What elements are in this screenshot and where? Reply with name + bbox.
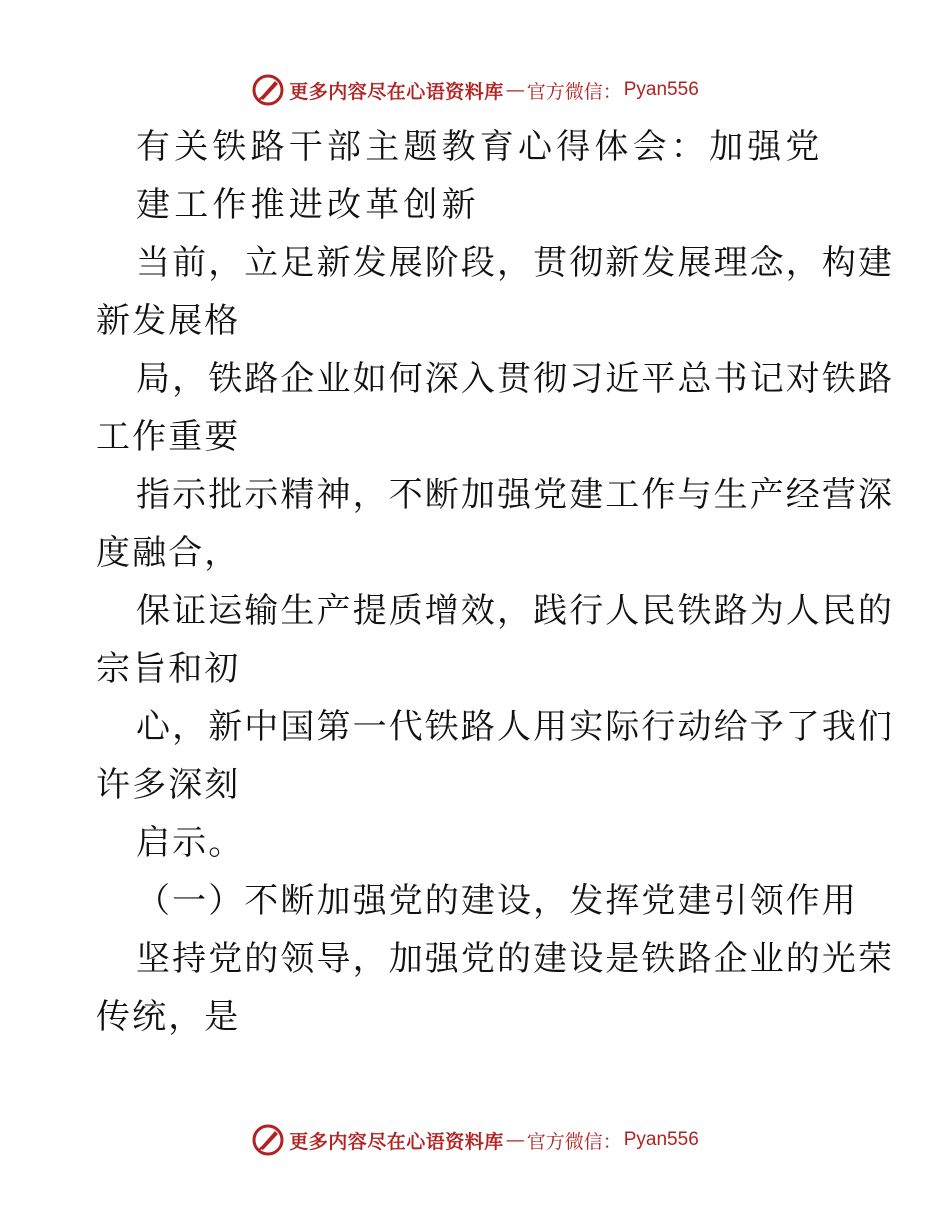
body-line: 启示。 bbox=[136, 823, 245, 863]
body-line: 工作重要 bbox=[96, 417, 241, 457]
watermark-text: 更多内容尽在心语资料库 bbox=[289, 1130, 504, 1153]
document-title-line-2: 建工作推进改革创新 bbox=[136, 185, 480, 225]
body-line: 保证运输生产提质增效，践行人民铁路为人民的 bbox=[136, 591, 895, 631]
document-body bbox=[96, 118, 895, 1046]
watermark-account: Pyan556 bbox=[623, 1129, 699, 1150]
body-line: 传统，是 bbox=[96, 997, 241, 1037]
footer-watermark bbox=[0, 1122, 950, 1158]
body-line: 指示批示精神，不断加强党建工作与生产经营深 bbox=[136, 475, 895, 515]
watermark-label: 官方微信： bbox=[526, 1130, 622, 1153]
body-line: 局，铁路企业如何深入贯彻习近平总书记对铁路 bbox=[136, 359, 895, 399]
body-line: 许多深刻 bbox=[96, 765, 241, 805]
body-line: 度融合， bbox=[96, 533, 241, 573]
watermark-label: 官方微信： bbox=[526, 80, 622, 103]
body-line: 当前，立足新发展阶段，贯彻新发展理念，构建 bbox=[136, 243, 895, 283]
section-heading: （一）不断加强党的建设，发挥党建引领作用 bbox=[136, 881, 858, 921]
body-line: 新发展格 bbox=[96, 301, 241, 341]
watermark-account: Pyan556 bbox=[623, 79, 699, 100]
watermark-text: 更多内容尽在心语资料库 bbox=[289, 80, 504, 103]
body-line: 心，新中国第一代铁路人用实际行动给予了我们 bbox=[136, 707, 895, 747]
header-watermark bbox=[0, 72, 950, 108]
body-line: 宗旨和初 bbox=[96, 649, 241, 689]
watermark-dash: — bbox=[505, 1129, 525, 1151]
body-line: 坚持党的领导，加强党的建设是铁路企业的光荣 bbox=[136, 939, 895, 979]
document-title-line-1: 有关铁路干部主题教育心得体会：加强党 bbox=[136, 127, 824, 167]
watermark-dash: — bbox=[505, 79, 525, 101]
quill-logo-icon bbox=[251, 1123, 285, 1157]
quill-logo-icon bbox=[251, 73, 285, 107]
